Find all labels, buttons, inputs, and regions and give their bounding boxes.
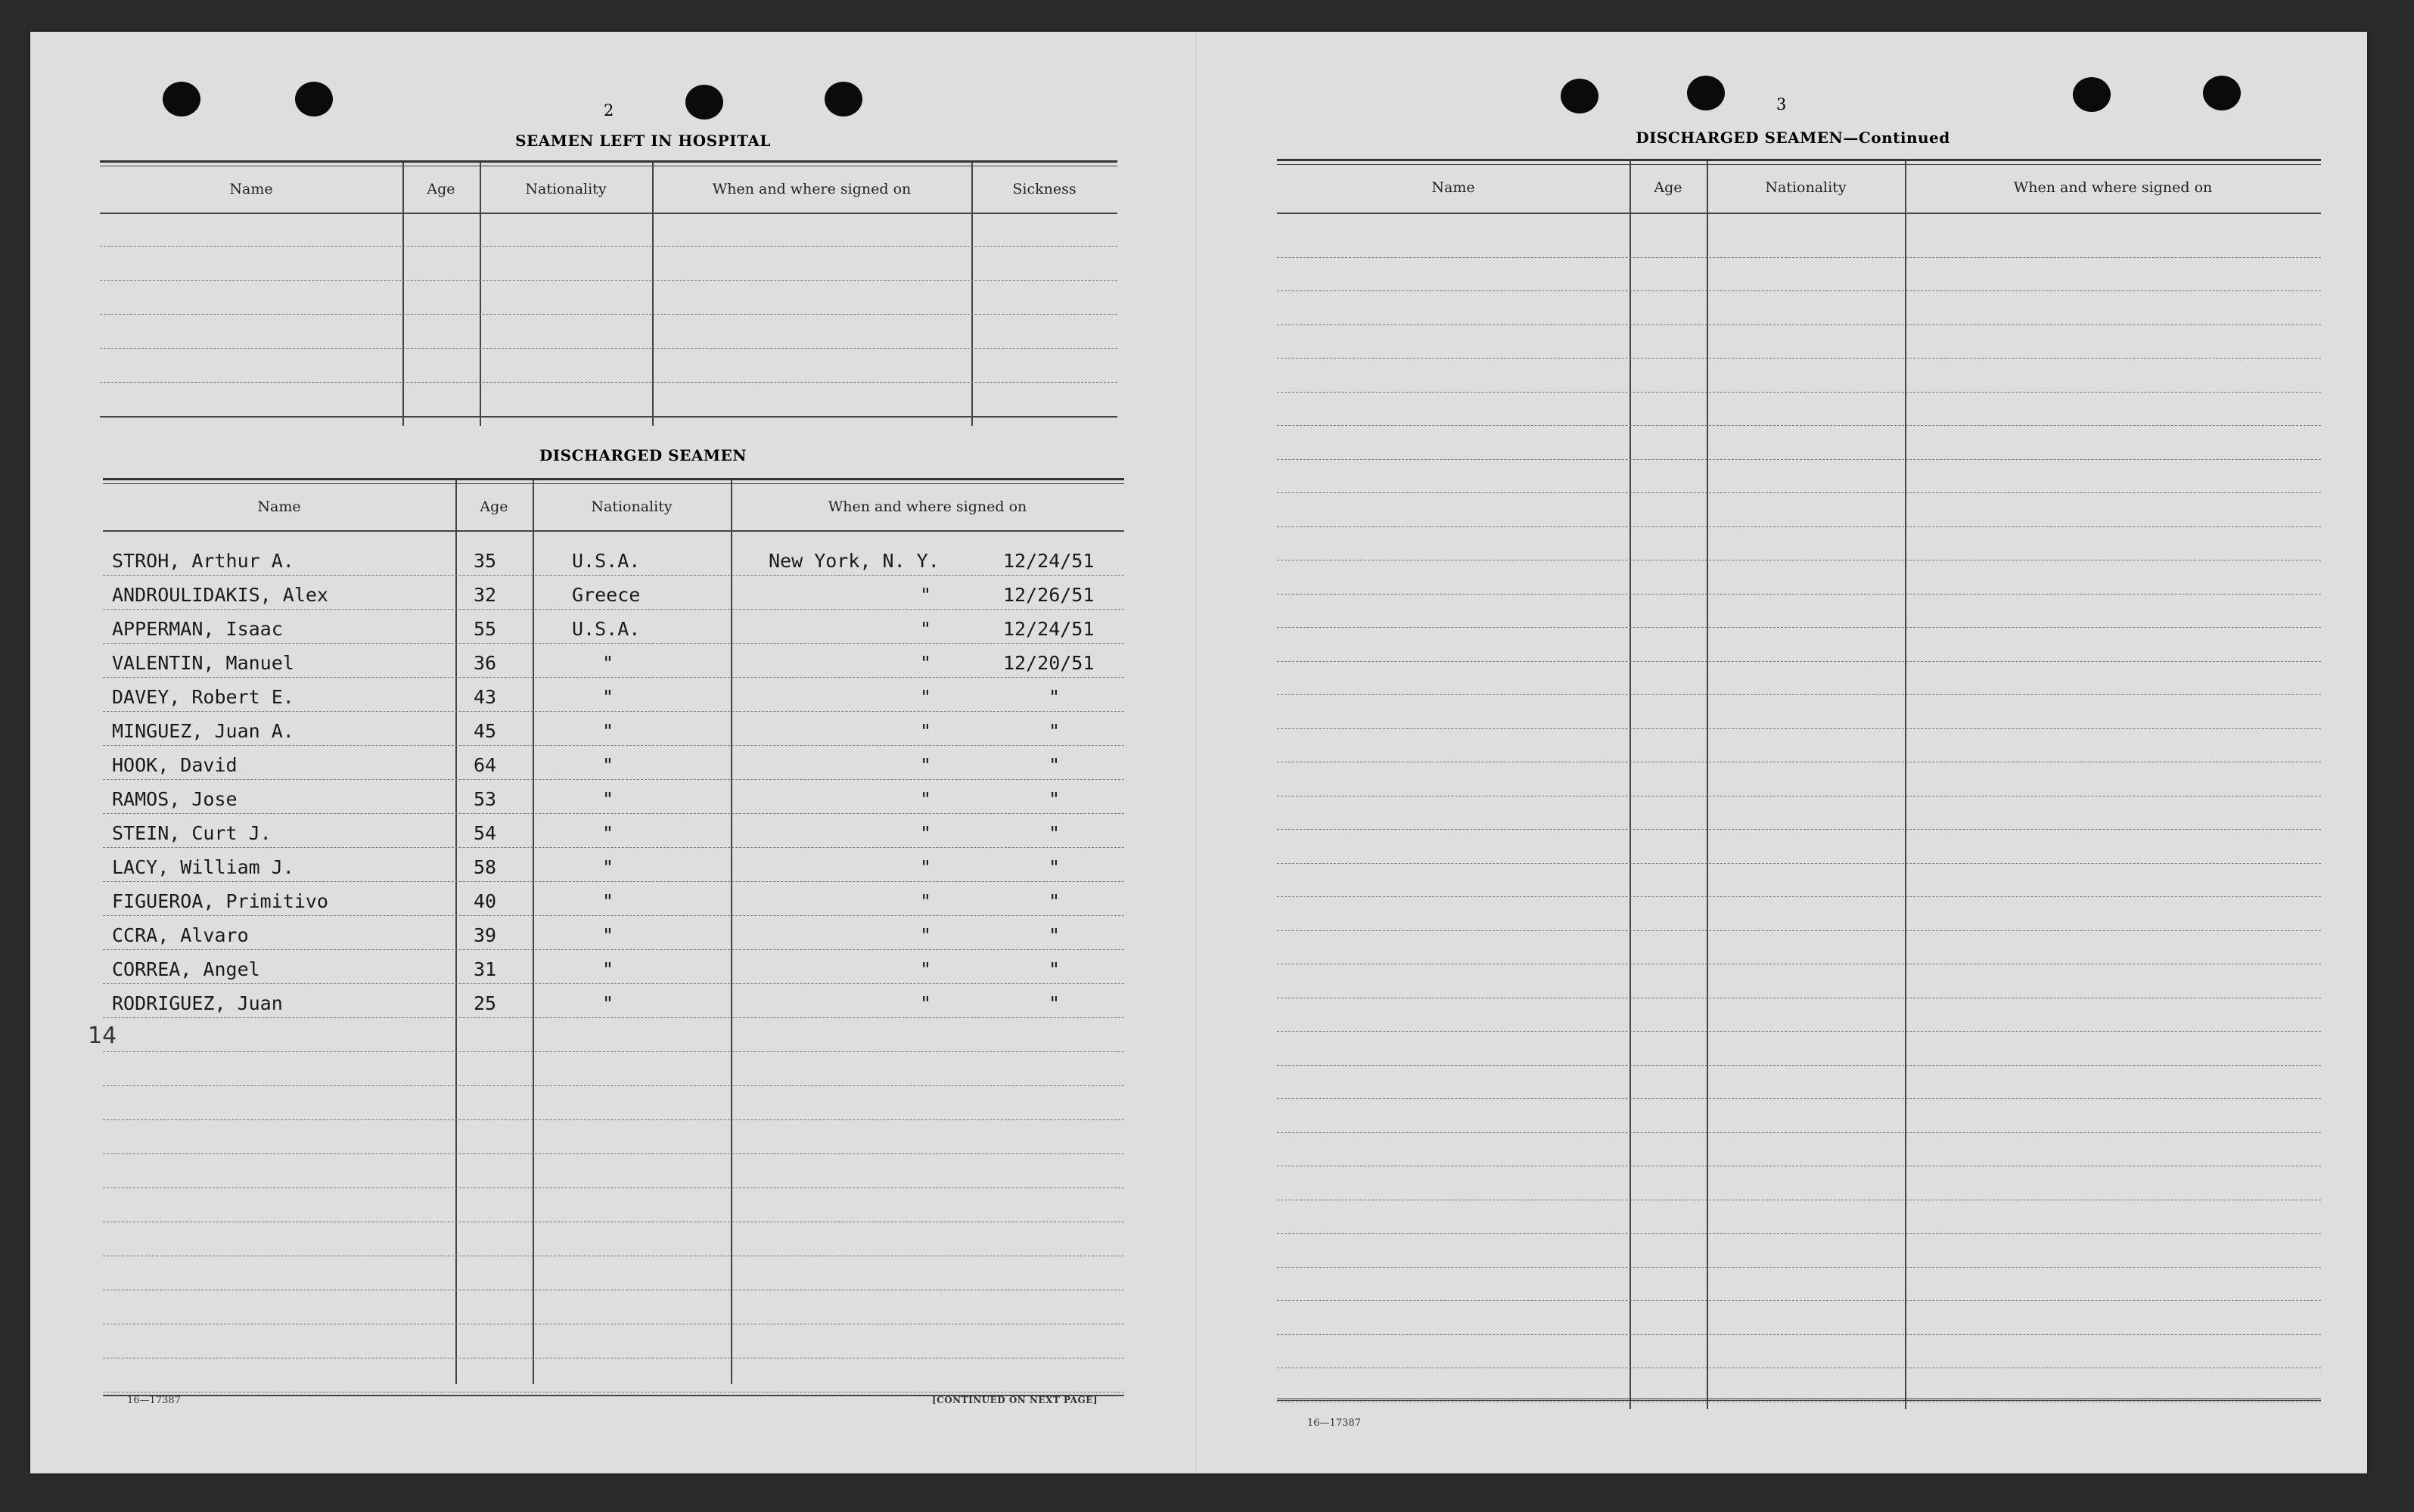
punch-hole (1561, 79, 1598, 113)
cell-nationality: " (602, 788, 614, 810)
table-row-line (1277, 829, 2321, 830)
cell-date-signed: " (1049, 720, 1061, 742)
cell-date-signed: 12/20/51 (1003, 652, 1095, 674)
col-divider (402, 163, 404, 426)
col-age: Age (1654, 179, 1682, 196)
hospital-col-nationality: Nationality (525, 181, 607, 197)
col-divider (533, 480, 534, 1384)
cell-age: 45 (474, 720, 497, 742)
table-row (100, 314, 1117, 315)
table-row (100, 348, 1117, 349)
cell-date-signed: " (1049, 856, 1061, 878)
cell-age: 31 (474, 958, 497, 980)
col-where-signed: When and where signed on (828, 498, 1027, 515)
col-nationality: Nationality (591, 498, 673, 515)
table-row-line (1277, 1300, 2321, 1301)
cell-nationality: U.S.A. (572, 550, 641, 572)
col-nationality: Nationality (1765, 179, 1847, 196)
cell-name: HOOK, David (112, 754, 238, 776)
cell-age: 40 (474, 890, 497, 912)
table-row-line (1277, 594, 2321, 595)
table-bottom-rule (1277, 1399, 2321, 1401)
table-row-line (103, 1017, 1124, 1018)
cell-date-signed: " (1049, 788, 1061, 810)
table-row-line (103, 983, 1124, 984)
cell-name: FIGUEROA, Primitivo (112, 890, 328, 912)
col-divider (1707, 161, 1708, 1409)
cell-name: MINGUEZ, Juan A. (112, 720, 294, 742)
table-row-line (103, 643, 1124, 644)
cell-name: LACY, William J. (112, 856, 294, 878)
cell-where-signed: " (920, 652, 932, 674)
cell-where-signed: " (920, 686, 932, 708)
discharged-continued-header (1277, 161, 2321, 214)
table-row-line (1277, 257, 2321, 258)
cell-nationality: " (602, 856, 614, 878)
table-row-line (1277, 661, 2321, 662)
punch-hole (163, 82, 200, 116)
hospital-col-sickness: Sickness (1012, 181, 1077, 197)
cell-where-signed: " (920, 720, 932, 742)
cell-date-signed: " (1049, 890, 1061, 912)
cell-where-signed: " (920, 618, 932, 640)
discharged-continued-title: DISCHARGED SEAMEN—Continued (1636, 129, 1950, 147)
table-row-line (1277, 863, 2321, 864)
table-row (100, 246, 1117, 247)
cell-where-signed: " (920, 890, 932, 912)
form-number-right: 16—17387 (1307, 1417, 1361, 1429)
table-row-line (1277, 324, 2321, 325)
cell-nationality: U.S.A. (572, 618, 641, 640)
hospital-table-header (100, 163, 1117, 214)
col-divider (480, 163, 481, 426)
table-row-line (103, 1085, 1124, 1086)
cell-name: APPERMAN, Isaac (112, 618, 283, 640)
table-row-line (1277, 896, 2321, 897)
hospital-col-name: Name (229, 181, 273, 197)
discharged-continued-table (1277, 159, 2321, 1409)
cell-age: 39 (474, 924, 497, 946)
table-row-line (103, 575, 1124, 576)
punch-hole (2073, 77, 2111, 112)
form-number-left: 16—17387 (127, 1395, 181, 1406)
cell-name: DAVEY, Robert E. (112, 686, 294, 708)
discharged-table (103, 478, 1124, 1384)
col-divider (1630, 161, 1631, 1409)
col-divider (1905, 161, 1906, 1409)
cell-where-signed: " (920, 754, 932, 776)
hospital-col-where-signed: When and where signed on (712, 181, 912, 197)
table-row (100, 280, 1117, 281)
table-row (100, 416, 1117, 418)
col-name: Name (257, 498, 301, 515)
punch-hole (2203, 76, 2241, 110)
cell-date-signed: " (1049, 992, 1061, 1014)
cell-name: CORREA, Angel (112, 958, 260, 980)
table-row-line (103, 949, 1124, 950)
cell-nationality: " (602, 652, 614, 674)
cell-where-signed: " (920, 924, 932, 946)
cell-nationality: " (602, 720, 614, 742)
cell-where-signed: " (920, 584, 932, 606)
table-row-line (1277, 1334, 2321, 1335)
hospital-section-title: SEAMEN LEFT IN HOSPITAL (515, 132, 771, 150)
table-row-line (1277, 1065, 2321, 1066)
table-row-line (1277, 459, 2321, 460)
table-row-line (1277, 627, 2321, 628)
cell-date-signed: " (1049, 754, 1061, 776)
table-row-line (103, 813, 1124, 814)
cell-nationality: " (602, 958, 614, 980)
cell-name: STEIN, Curt J. (112, 822, 272, 844)
table-row-line (103, 745, 1124, 746)
table-row-line (103, 1051, 1124, 1052)
page-number-right: 3 (1776, 95, 1787, 113)
page-fold (1195, 32, 1197, 1473)
cell-age: 54 (474, 822, 497, 844)
cell-date-signed: 12/24/51 (1003, 550, 1095, 572)
cell-date-signed: 12/26/51 (1003, 584, 1095, 606)
table-row-line (1277, 358, 2321, 359)
cell-age: 64 (474, 754, 497, 776)
hospital-col-age: Age (427, 181, 455, 197)
cell-nationality: Greece (572, 584, 641, 606)
cell-age: 58 (474, 856, 497, 878)
cell-where-signed: " (920, 856, 932, 878)
cell-where-signed: " (920, 788, 932, 810)
cell-date-signed: " (1049, 924, 1061, 946)
cell-where-signed: New York, N. Y. (769, 550, 940, 572)
table-row-line (103, 779, 1124, 780)
table-row-line (103, 711, 1124, 712)
discharged-table-header (103, 480, 1124, 532)
punch-hole (295, 82, 333, 116)
table-row-line (103, 1153, 1124, 1154)
table-row-line (1277, 1132, 2321, 1133)
col-divider (731, 480, 732, 1384)
col-age: Age (480, 498, 508, 515)
table-row-line (1277, 290, 2321, 291)
table-row-line (1277, 392, 2321, 393)
continued-note: [CONTINUED ON NEXT PAGE] (932, 1395, 1098, 1405)
cell-age: 35 (474, 550, 497, 572)
cell-date-signed: " (1049, 958, 1061, 980)
col-divider (971, 163, 973, 426)
cell-age: 43 (474, 686, 497, 708)
table-row-line (1277, 1233, 2321, 1234)
cell-nationality: " (602, 890, 614, 912)
cell-nationality: " (602, 754, 614, 776)
cell-date-signed: 12/24/51 (1003, 618, 1095, 640)
table-row-line (1277, 728, 2321, 729)
document-sheet (30, 32, 2367, 1473)
cell-age: 25 (474, 992, 497, 1014)
cell-nationality: " (602, 822, 614, 844)
table-row-line (103, 915, 1124, 916)
cell-name: ANDROULIDAKIS, Alex (112, 584, 328, 606)
cell-name: VALENTIN, Manuel (112, 652, 294, 674)
cell-name: STROH, Arthur A. (112, 550, 294, 572)
table-row-line (1277, 1267, 2321, 1268)
handwritten-count: 14 (88, 1023, 117, 1049)
col-where-signed: When and where signed on (2013, 179, 2213, 196)
table-row-line (1277, 425, 2321, 426)
table-row-line (103, 609, 1124, 610)
punch-hole (1687, 76, 1725, 110)
table-row-line (103, 847, 1124, 848)
cell-name: RODRIGUEZ, Juan (112, 992, 283, 1014)
cell-nationality: " (602, 992, 614, 1014)
table-row-line (1277, 1031, 2321, 1032)
cell-where-signed: " (920, 822, 932, 844)
table-row-line (103, 881, 1124, 882)
table-row-line (1277, 492, 2321, 493)
table-row-line (1277, 694, 2321, 695)
cell-date-signed: " (1049, 686, 1061, 708)
cell-name: RAMOS, Jose (112, 788, 238, 810)
cell-where-signed: " (920, 992, 932, 1014)
discharged-section-title: DISCHARGED SEAMEN (539, 446, 747, 464)
cell-nationality: " (602, 924, 614, 946)
table-row-line (1277, 1098, 2321, 1099)
cell-age: 36 (474, 652, 497, 674)
punch-hole (685, 85, 723, 120)
cell-age: 55 (474, 618, 497, 640)
cell-age: 32 (474, 584, 497, 606)
cell-nationality: " (602, 686, 614, 708)
col-name: Name (1431, 179, 1475, 196)
cell-date-signed: " (1049, 822, 1061, 844)
hospital-table (100, 160, 1117, 426)
cell-where-signed: " (920, 958, 932, 980)
page-number-left: 2 (604, 101, 614, 120)
table-row-line (103, 1119, 1124, 1120)
punch-hole (825, 82, 862, 116)
table-row-line (1277, 526, 2321, 527)
table-row (100, 382, 1117, 383)
table-row-line (1277, 930, 2321, 931)
cell-age: 53 (474, 788, 497, 810)
col-divider (455, 480, 457, 1384)
col-divider (652, 163, 654, 426)
table-row-line (103, 677, 1124, 678)
cell-name: CCRA, Alvaro (112, 924, 249, 946)
